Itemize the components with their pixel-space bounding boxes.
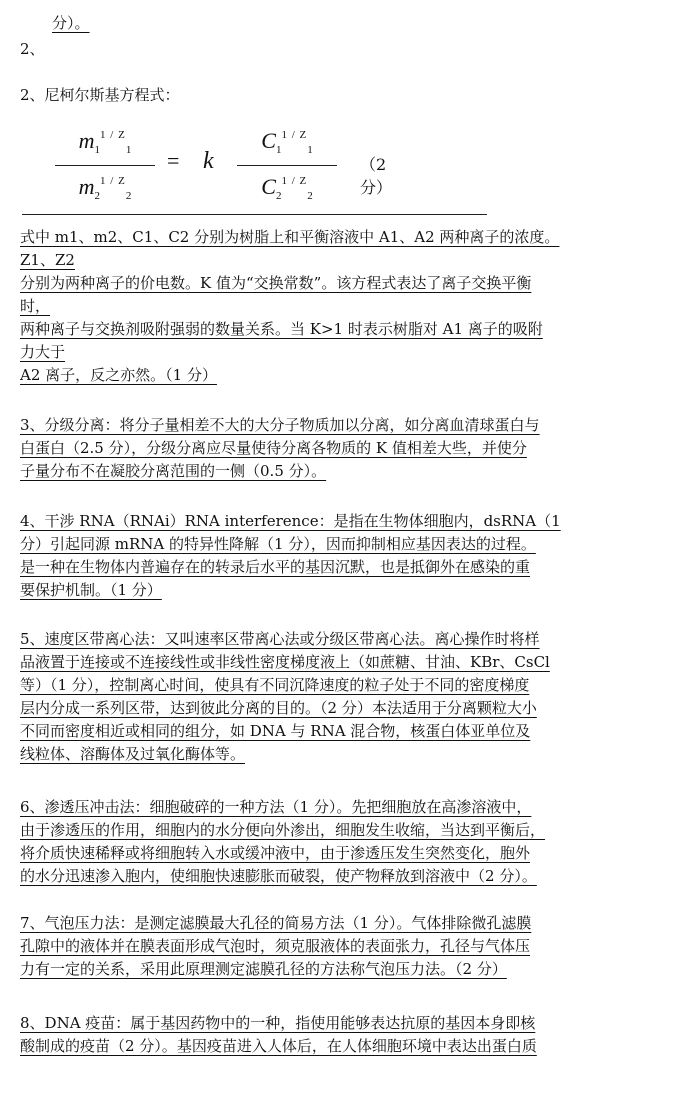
top-fragment: [52, 12, 690, 35]
text-line: 两种离子与交换剂吸附强弱的数量关系。当 K>1 时表示树脂对 A1 离子的吸附: [20, 320, 543, 338]
text-line: 分别为两种离子的价电数。K 值为“交换常数”。该方程式表达了离子交换平衡: [20, 274, 532, 292]
text-line: 3、分级分离：将分子量相差不大的大分子物质加以分离，如分离血清球蛋白与: [20, 416, 540, 434]
q2-number: [20, 38, 672, 61]
text-line: 子量分布不在凝胶分离范围的一侧（0.5 分）。: [20, 462, 327, 480]
text-line: 2、: [20, 40, 45, 58]
q7-answer: [20, 912, 672, 981]
text-line: 的水分迅速渗入胞内，使细胞快速膨胀而破裂，使产物释放到溶液中（2 分）。: [20, 867, 537, 885]
text-line: 白蛋白（2.5 分），分级分离应尽量使待分离各物质的 K 值相差大些，并使分: [20, 439, 527, 457]
text-line: 5、速度区带离心法：又叫速率区带离心法或分级区带离心法。离心操作时将样: [20, 630, 540, 648]
text-line: 将介质快速稀释或将细胞转入水或缓冲液中，由于渗透压发生突然变化，胞外: [20, 844, 531, 862]
text-line: 层内分成一系列区带，达到彼此分离的目的。（2 分）本法适用于分离颗粒大小: [20, 699, 537, 717]
text-line: 时，: [20, 297, 51, 315]
text-line: 6、渗透压冲击法：细胞破碎的一种方法（1 分）。先把细胞放在高渗溶液中，: [20, 798, 532, 816]
q6-answer: [20, 796, 672, 888]
text-line: 分）。: [52, 14, 90, 32]
text-line: 线粒体、溶酶体及过氧化酶体等。: [20, 745, 246, 763]
q2-body: [20, 226, 672, 387]
text-line: 8、DNA 疫苗：属于基因药物中的一种，指使用能够表达抗原的基因本身即核: [20, 1014, 536, 1032]
text-line: 2、尼柯尔斯基方程式：: [20, 86, 180, 104]
text-line: 孔隙中的液体并在膜表面形成气泡时，须克服液体的表面张力，孔径与气体压: [20, 937, 531, 955]
text-line: 要保护机制。（1 分）: [20, 581, 162, 599]
text-line: A2 离子，反之亦然。（1 分）: [20, 366, 217, 384]
text-line: 分）引起同源 mRNA 的特异性降解（1 分），因而抑制相应基因表达的过程。: [20, 535, 536, 553]
constant-k: k: [203, 148, 214, 174]
text-line: Z1、Z2: [20, 251, 75, 269]
text-line: 酸制成的疫苗（2 分）。基因疫苗进入人体后，在人体细胞环境中表达出蛋白质: [20, 1037, 537, 1055]
divider: [22, 214, 487, 215]
text-line: 力大于: [20, 343, 66, 361]
text-line: 4、干涉 RNA（RNAi）RNA interference：是指在生物体细胞内，dsRNA（1: [20, 512, 561, 530]
q5-answer: [20, 628, 672, 766]
q2-title: [20, 84, 672, 107]
exponent: 1 / Z: [100, 175, 126, 187]
text-line: 力有一定的关系，采用此原理测定滤膜孔径的方法称气泡压力法。（2 分）: [20, 960, 507, 978]
formula-score: （2 分）: [360, 155, 393, 197]
text-line: 7、气泡压力法：是测定滤膜最大孔径的简易方法（1 分）。气体排除微孔滤膜: [20, 914, 532, 932]
text-line: 不同而密度相近或相同的组分，如 DNA 与 RNA 混合物，核蛋白体亚单位及: [20, 722, 531, 740]
q3-answer: [20, 414, 672, 483]
text-line: 品液置于连接或不连接线性或非线性密度梯度液上（如蔗糖、甘油、KBr、CsCl: [20, 653, 550, 671]
text-line: 由于渗透压的作用，细胞内的水分便向外渗出，细胞发生收缩，当达到平衡后，: [20, 821, 546, 839]
text-line: 是一种在生物体内普遍存在的转录后水平的基因沉默，也是抵御外在感染的重: [20, 558, 531, 576]
exponent: 1 / Z: [100, 129, 126, 141]
q4-answer: [20, 510, 672, 602]
equals-sign: =: [167, 148, 180, 173]
q8-answer: [20, 1012, 672, 1058]
text-line: 等）（1 分），控制离心时间，使具有不同沉降速度的粒子处于不同的密度梯度: [20, 676, 530, 694]
exponent: 1 / Z: [281, 129, 308, 141]
fraction-m: $m_1^{1 / Z}_1$ $m_2^{1 / Z}_2$: [55, 122, 155, 209]
fraction-c: $C_1^{1 / Z}_1$ $C_2^{1 / Z}_2$: [237, 122, 337, 209]
exponent: 1 / Z: [281, 175, 308, 187]
text-line: 式中 m1、m2、C1、C2 分别为树脂上和平衡溶液中 A1、A2 两种离子的浓度。: [20, 228, 560, 246]
